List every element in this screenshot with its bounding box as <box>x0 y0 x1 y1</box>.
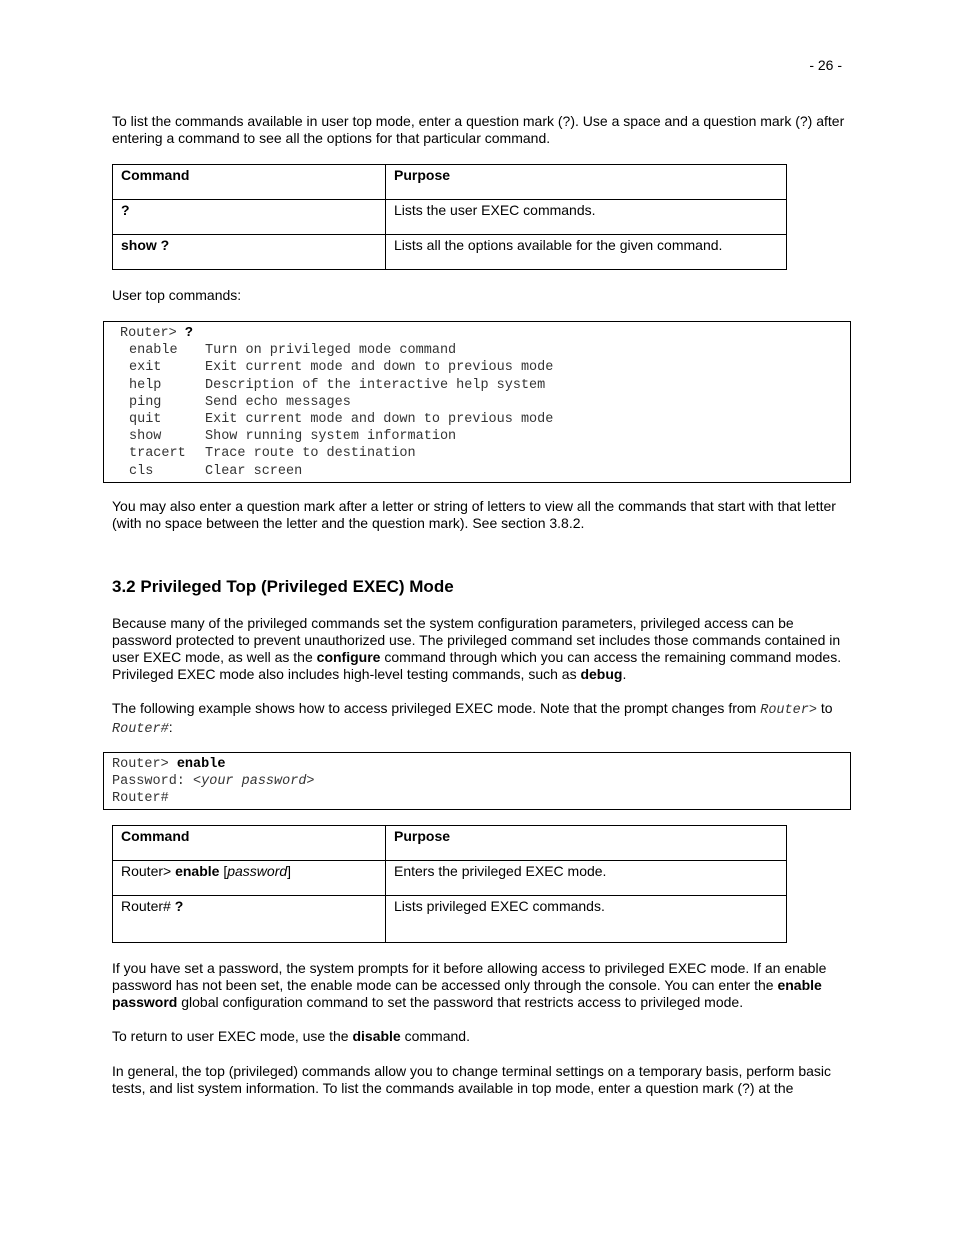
code-command-desc: Turn on privileged mode command <box>205 343 457 359</box>
code-command-line <box>104 445 850 462</box>
table-header-purpose: Purpose <box>386 165 787 200</box>
table-row <box>113 235 787 270</box>
table-cell-command: ? <box>113 200 386 235</box>
code-line-enable: Router> enable <box>112 757 226 772</box>
code-command-desc: Clear screen <box>205 463 303 479</box>
table-cell-purpose: Enters the privileged EXEC mode. <box>386 861 787 896</box>
table-header-row <box>113 165 787 200</box>
code-line-router: Router# <box>112 791 169 807</box>
user-commands-code-block <box>103 321 851 483</box>
code-command-desc: Exit current mode and down to previous mode <box>205 360 554 376</box>
code-command-line <box>104 428 850 445</box>
code-line-password: Password: <your password> <box>112 774 315 790</box>
code-command-name: cls <box>129 463 154 479</box>
password-paragraph: If you have set a password, the system prompts for it before allowing access to privileged EXEC mode. If an enable password has not been set, the enable mode can be accessed only through the console. You can enter the enable password global configuration command to set the password that restricts access to privileged mode. <box>112 960 827 1010</box>
table-header-command: Command <box>113 826 386 861</box>
letter-paragraph: You may also enter a question mark after a letter or string of letters to view all the commands that start with that letter (with no space between the letter and the question mark). See section 3.8.2. <box>112 498 836 531</box>
code-command-line <box>104 463 850 480</box>
code-command-line <box>104 394 850 411</box>
code-command-line <box>104 342 850 359</box>
code-prompt-line <box>104 325 850 342</box>
intro-paragraph: To list the commands available in user top mode, enter a question mark (?). Use a space and a question mark (?) after entering a command to see all the options for that particular command. <box>112 113 845 146</box>
table-header-row <box>113 826 787 861</box>
code-command-name: enable <box>129 343 178 359</box>
table-cell-purpose: Lists privileged EXEC commands. <box>386 896 787 943</box>
privileged-access-paragraph: Because many of the privileged commands set the system configuration parameters, privileged access can be password protected to prevent unauthorized use. The privileged command set includes those commands contained in user EXEC mode, as well as the configure command through which you can access the remaining command modes. Privileged EXEC mode also includes high-level testing commands, such as debug. <box>112 615 842 682</box>
page-number: - 26 - <box>809 57 842 73</box>
code-command-name: help <box>129 377 162 393</box>
table-cell-command: Router> enable [password] <box>113 861 386 896</box>
code-command-desc: Send echo messages <box>205 394 351 410</box>
example-paragraph: The following example shows how to access privileged EXEC mode. Note that the prompt changes from Router> to Router#: <box>112 700 833 737</box>
return-paragraph: To return to user EXEC mode, use the disable command. <box>112 1028 470 1044</box>
table-row <box>113 861 787 896</box>
code-command-desc: Trace route to destination <box>205 446 416 462</box>
general-paragraph: In general, the top (privileged) commands allow you to change terminal settings on a temporary basis, perform basic tests, and list system information. To list the commands available in top mode, enter a question mark (?) at the <box>112 1063 832 1096</box>
code-command-desc: Show running system information <box>205 429 457 445</box>
code-command-name: tracert <box>129 446 186 462</box>
section-heading: 3.2 Privileged Top (Privileged EXEC) Mode <box>112 577 454 596</box>
table-cell-purpose: Lists the user EXEC commands. <box>386 200 787 235</box>
code-command-line <box>104 411 850 428</box>
code-command-list <box>104 342 850 480</box>
code-command-name: ping <box>129 394 162 410</box>
user-commands-table <box>112 164 787 270</box>
table-cell-purpose: Lists all the options available for the given command. <box>386 235 787 270</box>
code-command-name: show <box>129 429 162 445</box>
code-command-desc: Exit current mode and down to previous mode <box>205 411 554 427</box>
code-command-line <box>104 359 850 376</box>
table-header-purpose: Purpose <box>386 826 787 861</box>
table-row <box>113 200 787 235</box>
code-command-line <box>104 377 850 394</box>
table-cell-command: Router# ? <box>113 896 386 943</box>
user-top-label: User top commands: <box>112 287 242 303</box>
code-command-name: quit <box>129 411 162 427</box>
code-command-desc: Description of the interactive help system <box>205 377 546 393</box>
code-prompt: Router> <box>120 326 185 341</box>
privileged-commands-table <box>112 825 787 943</box>
table-cell-command: show ? <box>113 235 386 270</box>
code-command-name: exit <box>129 360 162 376</box>
table-header-command: Command <box>113 165 386 200</box>
table-row <box>113 896 787 943</box>
enable-code-block <box>103 752 851 810</box>
code-input: ? <box>184 326 193 341</box>
